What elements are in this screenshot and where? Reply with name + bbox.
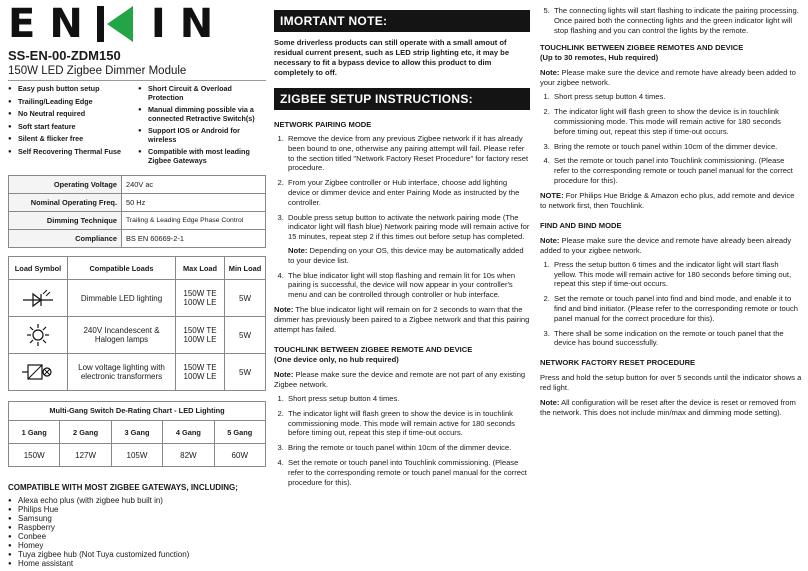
spec-value: 50 Hz (122, 194, 266, 212)
pairing-step: 4. The blue indicator light will stop flashing and remain lit for 10s when pairing is successful, the device will now appear in your controller's menu and can be controlled through controller or hub interface. (286, 271, 530, 300)
gang-header: 5 Gang (214, 421, 265, 444)
note-text: For Philips Hue Bridge & Amazon echo plus, add remote and device to network first, then Touchlink. (540, 190, 795, 210)
find-bind-step: 2. Set the remote or touch panel into find and bind mode, and enable it to find and bind initiator. (Please refer to the corresponding remote or touch panel manual for the correct procedure for this). (552, 294, 802, 323)
load-header: Compatible Loads (68, 257, 176, 280)
max-load-te: 150W TE (183, 326, 217, 335)
touchlink2-step: 1. Short press setup button 4 times. (552, 92, 802, 102)
gang-header: 3 Gang (111, 421, 162, 444)
pairing-step: 1. Remove the device from any previous Zigbee network if it has already been bound to one, otherwise any pairing attempt will fail. Please refer to the section titled "Network Factory Reset Procedure" for factory reset procedure. (286, 134, 530, 173)
touchlink2-step: 4. Set the remote or touch panel into Touchlink commissioning. (Please refer to the corresponding remote or touch panel manual for the correct procedure for this). (552, 156, 802, 185)
note-label: Note: (288, 245, 308, 255)
middle-column (274, 0, 530, 492)
gateway-item: ● Conbee (8, 532, 266, 541)
pairing-note (274, 305, 530, 335)
gateway-item: ● Philips Hue (8, 505, 266, 514)
max-load-le: 100W LE (183, 372, 217, 381)
max-load (176, 317, 225, 354)
derating-title: Multi-Gang Switch De-Rating Chart - LED Lighting (8, 401, 266, 420)
led-symbol-icon (9, 280, 68, 317)
max-load-te: 150W TE (183, 289, 217, 298)
max-load (176, 280, 225, 317)
touchlink1-step: 3. Bring the remote or touch panel within 10cm of the dimmer device. (286, 443, 530, 453)
find-bind-step: 1. Press the setup button 6 times and the indicator light will start flash yellow. This mode will remain active for 180 seconds before timing out, repeat this step if time-out occurs. (552, 260, 802, 289)
feature-item: ● No Neutral required (8, 110, 132, 119)
find-bind-step: 3. There shall be some indication on the remote or touch panel that the device has bound successfully. (552, 329, 802, 349)
gateway-item: ● Tuya zigbee hub (Not Tuya customized function) (8, 550, 266, 559)
pairing-step-note (288, 246, 530, 266)
pairing-step (286, 213, 530, 266)
note-text: All configuration will be reset after the device is reset or removed from the network. This does not include min/max and dimming mode setting). (540, 398, 796, 418)
load-name: 240V Incandescent & Halogen lamps (68, 317, 176, 354)
gateway-item: ● Raspberry (8, 523, 266, 532)
touchlink2-step: 3. Bring the remote or touch panel within 10cm of the dimmer device. (552, 142, 802, 152)
feature-item: ● Short Circuit & Overload Protection (138, 85, 266, 102)
load-header: Min Load (225, 257, 266, 280)
left-column (8, 0, 266, 568)
touchlink1-step: 2. The indicator light will flash green to show the device is in touchlink commissioning mode. This mode will remain active for 180 seconds before timing out, repeat this step if time-out occurs. (286, 409, 530, 438)
gateway-list (8, 496, 266, 568)
setup-banner: ZIGBEE SETUP INSTRUCTIONS: (274, 88, 530, 110)
feature-item: ● Trailing/Leading Edge (8, 98, 132, 107)
max-load-te: 150W TE (183, 363, 217, 372)
find-bind-title: FIND AND BIND MODE (540, 220, 622, 230)
load-name: Low voltage lighting with electronic transformers (68, 354, 176, 391)
touchlink2-title-text: TOUCHLINK BETWEEN ZIGBEE REMOTES AND DEVICE (540, 43, 744, 53)
find-bind-steps (540, 260, 802, 348)
gang-value: 105W (111, 444, 162, 467)
touchlink1-title-text: TOUCHLINK BETWEEN ZIGBEE REMOTE AND DEVICE (274, 344, 473, 354)
note-label: NOTE: (540, 190, 564, 200)
gang-value: 127W (60, 444, 111, 467)
note-label: Note: (274, 369, 294, 379)
load-header: Max Load (176, 257, 225, 280)
gang-header: 1 Gang (9, 421, 60, 444)
note-text: Please make sure the device and remote have already been added to your zigbee network. (540, 68, 796, 88)
find-bind-note (540, 236, 802, 256)
note-text: Depending on your OS, this device may be automatically added to your device list. (288, 245, 524, 265)
feature-list (8, 85, 266, 169)
logo-text-left: EN (8, 1, 97, 47)
touchlink1-note (274, 370, 530, 390)
touchlink2-note (540, 68, 802, 88)
spec-value: BS EN 60669-2-1 (122, 230, 266, 248)
spec-value: Trailing & Leading Edge Phase Control (122, 212, 266, 230)
feature-item: ● Support IOS or Android for wireless (138, 127, 266, 144)
gang-header: 4 Gang (163, 421, 214, 444)
touchlink1-steps-continued (540, 6, 802, 35)
min-load: 5W (225, 317, 266, 354)
min-load: 5W (225, 354, 266, 391)
derating-table (8, 401, 266, 467)
touchlink1-steps (274, 394, 530, 487)
touchlink2-steps (540, 92, 802, 185)
lamp-symbol-icon (9, 317, 68, 354)
gang-header: 2 Gang (60, 421, 111, 444)
touchlink1-title (274, 345, 530, 365)
touchlink2-title (540, 43, 802, 63)
touchlink1-step: 1. Short press setup button 4 times. (286, 394, 530, 404)
feature-item: ● Soft start feature (8, 123, 132, 132)
spec-key: Dimming Technique (9, 212, 122, 230)
max-load-le: 100W LE (183, 298, 217, 307)
brand-logo (8, 2, 266, 46)
note-text: Please make sure the device and remote are not part of any existing Zigbee network. (274, 369, 526, 389)
note-label: Note: (540, 235, 560, 245)
right-column (540, 0, 802, 418)
gateway-item: ● Home assistant (8, 559, 266, 568)
logo-k-mark (97, 4, 137, 44)
note-text: The blue indicator light will remain on for 2 seconds to warn that the dimmer has previously been paired to a Zigbee network and that this pairing attempt has failed. (274, 304, 530, 334)
gang-value: 150W (9, 444, 60, 467)
touchlink2-step: 2. The indicator light will flash green to show the device is in touchlink commissioning mode. This mode will remain active for 180 seconds before timing out, repeat this step if time-out occurs. (552, 107, 802, 136)
max-load (176, 354, 225, 391)
feature-item: ● Self Recovering Thermal Fuse (8, 148, 132, 157)
pairing-step: 2. From your Zigbee controller or Hub interface, choose add lighting device or dimmer device and enter Pairing Mode as instructed by the controller. (286, 178, 530, 207)
spec-key: Compliance (9, 230, 122, 248)
gateway-item: ● Samsung (8, 514, 266, 523)
touchlink1-step: 5. The connecting lights will start flashing to indicate the pairing processing. Once paired both the connecting lights and the green indicator light will stop flashing and you can control the lights by the remote. (552, 6, 802, 35)
touchlink1-step: 4. Set the remote or touch panel into Touchlink commissioning. (Please refer to the corresponding remote or touch panel manual for the correct procedure for this). (286, 458, 530, 487)
transformer-symbol-icon (9, 354, 68, 391)
reset-title: NETWORK FACTORY RESET PROCEDURE (540, 358, 696, 368)
load-name: Dimmable LED lighting (68, 280, 176, 317)
gang-value: 60W (214, 444, 265, 467)
important-text: Some driverless products can still operate with a small amout of residual current present, such as LED strip lighting etc, it may be necessary to fit a bypass device to allow this product to dim completely to off. (274, 38, 510, 77)
feature-item: ● Compatible with most leading Zigbee Gateways (138, 148, 266, 165)
reset-note (540, 398, 802, 418)
note-text: Please make sure the device and remote have already been already added to your zigbee network. (540, 235, 792, 255)
product-subtitle: 150W LED Zigbee Dimmer Module (8, 65, 266, 81)
min-load: 5W (225, 280, 266, 317)
touchlink2-footnote (540, 191, 802, 211)
load-table (8, 256, 266, 391)
spec-key: Operating Voltage (9, 176, 122, 194)
reset-text: Press and hold the setup button for over 5 seconds until the indicator shows a red light. (540, 373, 802, 393)
model-number: SS-EN-00-ZDM150 (8, 48, 121, 63)
spec-value: 240V ac (122, 176, 266, 194)
touchlink1-subtitle: (One device only, no hub required) (274, 354, 399, 364)
feature-item: ● Manual dimming possible via a connected Retractive Switch(s) (138, 106, 266, 123)
important-banner: IMORTANT NOTE: (274, 10, 530, 32)
gang-value: 82W (163, 444, 214, 467)
feature-item: ● Silent & flicker free (8, 135, 132, 144)
pairing-steps (274, 134, 530, 300)
note-label: Note: (274, 304, 294, 314)
pairing-step-text: Double press setup button to activate the network pairing mode (The indicator light will flash blue) Network pairing mode will remain active for 15 minutes, repeat step 2 if this times out before setup has completed. (288, 212, 530, 242)
logo-text-right: IN (150, 1, 228, 47)
pairing-title: NETWORK PAIRING MODE (274, 120, 372, 129)
gateway-item: ● Homey (8, 541, 266, 550)
gateways-title: COMPATIBLE WITH MOST ZIGBEE GATEWAYS, INCLUDING; (8, 483, 238, 492)
gateway-item: ● Alexa echo plus (with zigbee hub built in) (8, 496, 266, 505)
load-header: Load Symbol (9, 257, 68, 280)
spec-key: Nominal Operating Freq. (9, 194, 122, 212)
feature-item: ● Easy push button setup (8, 85, 132, 94)
note-label: Note: (540, 68, 560, 78)
touchlink2-subtitle: (Up to 30 remotes, Hub required) (540, 53, 659, 63)
note-label: Note: (540, 398, 560, 408)
max-load-le: 100W LE (183, 335, 217, 344)
spec-table (8, 175, 266, 248)
